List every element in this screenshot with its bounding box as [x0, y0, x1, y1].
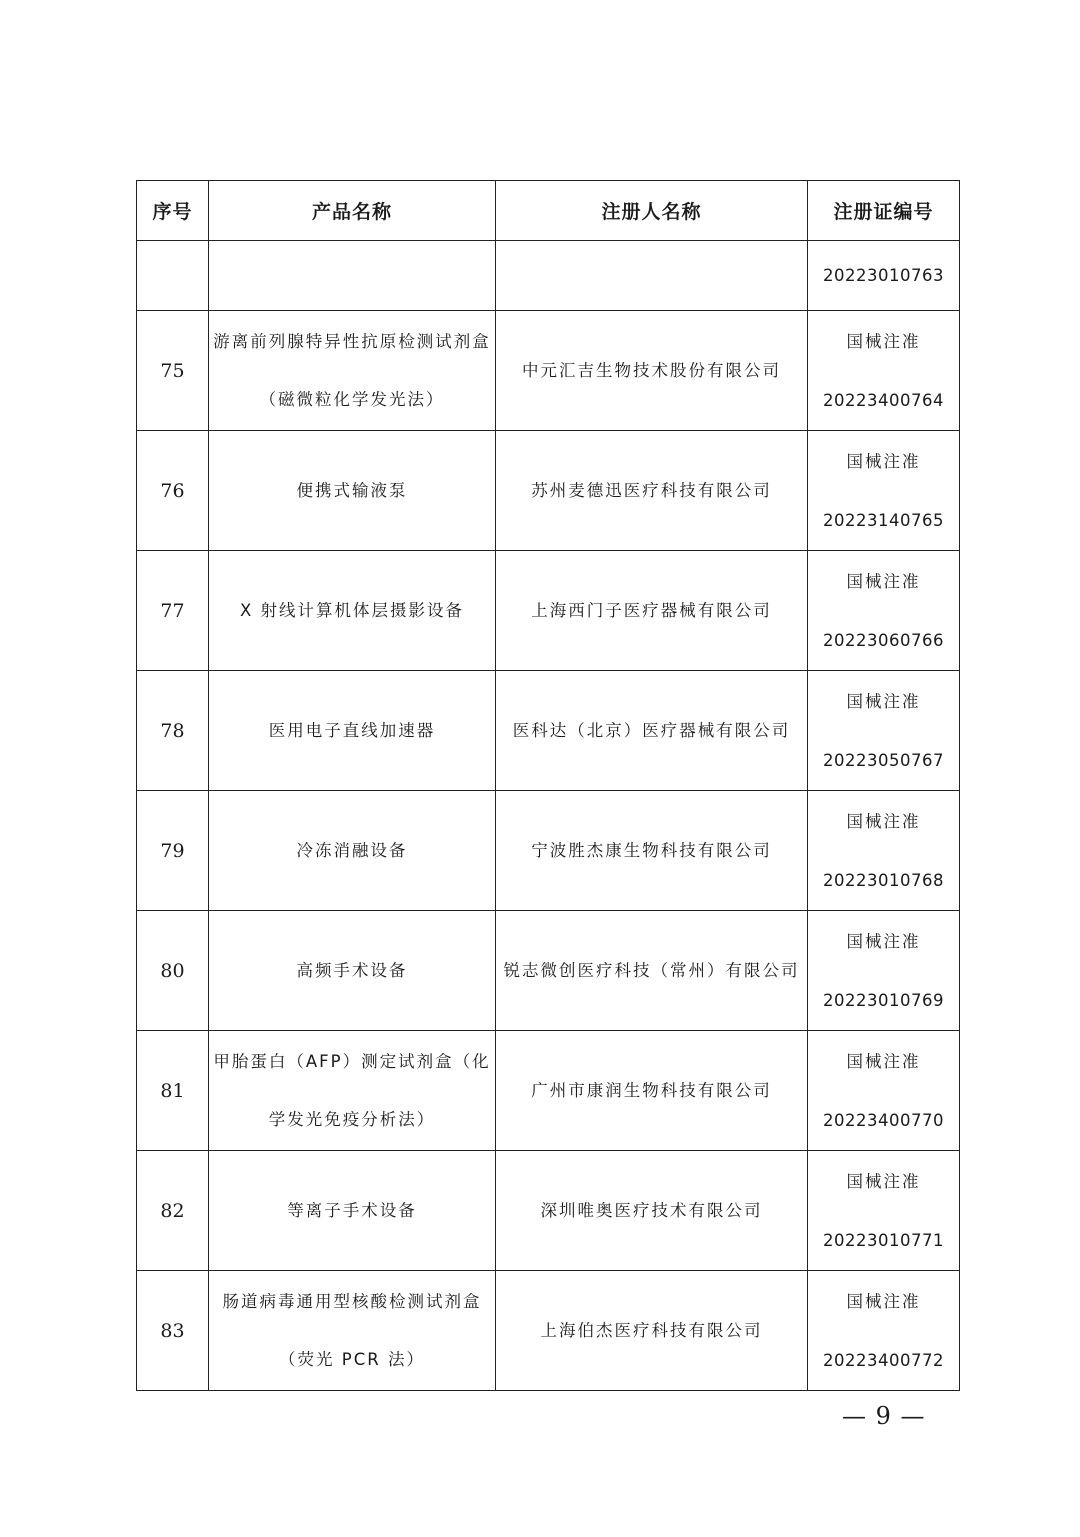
product-name-line: X 射线计算机体层摄影设备	[239, 600, 465, 620]
table-row	[137, 671, 960, 791]
cell-product-name	[209, 241, 496, 311]
cell-product-name	[209, 431, 496, 551]
cell-serial-number: 82	[137, 1151, 209, 1271]
cell-certificate-number	[808, 671, 960, 791]
cell-certificate-number	[808, 791, 960, 911]
cell-serial-number: 81	[137, 1031, 209, 1151]
header-certificate-number: 注册证编号	[808, 181, 960, 241]
cell-registrant-name: 上海西门子医疗器械有限公司	[496, 551, 808, 671]
cell-registrant-name: 宁波胜杰康生物科技有限公司	[496, 791, 808, 911]
product-name-line: 学发光免疫分析法）	[268, 1109, 436, 1129]
cell-serial-number: 75	[137, 311, 209, 431]
cell-product-name	[209, 791, 496, 911]
cell-serial-number: 79	[137, 791, 209, 911]
certificate-label: 国械注准	[846, 451, 921, 471]
certificate-number: 20223010768	[823, 870, 944, 890]
certificate-label: 国械注准	[846, 1171, 921, 1191]
certificate-number: 20223400764	[823, 390, 944, 410]
cell-product-name	[209, 671, 496, 791]
cell-certificate-number	[808, 1151, 960, 1271]
product-name-line: 游离前列腺特异性抗原检测试剂盒	[213, 331, 491, 351]
product-name-line: 冷冻消融设备	[296, 840, 408, 860]
cell-registrant-name: 锐志微创医疗科技（常州）有限公司	[496, 911, 808, 1031]
cell-serial-number: 76	[137, 431, 209, 551]
table-body	[137, 241, 960, 1391]
cell-product-name	[209, 1031, 496, 1151]
cell-product-name	[209, 551, 496, 671]
product-name-line: （磁微粒化学发光法）	[259, 389, 445, 409]
table-row	[137, 911, 960, 1031]
product-name-line: 等离子手术设备	[287, 1200, 417, 1220]
cell-certificate-number	[808, 241, 960, 311]
product-name-line: 高频手术设备	[296, 960, 408, 980]
cell-serial-number: 78	[137, 671, 209, 791]
certificate-label: 国械注准	[846, 1291, 921, 1311]
certificate-label: 国械注准	[846, 691, 921, 711]
certificate-label: 国械注准	[846, 331, 921, 351]
table-row	[137, 1031, 960, 1151]
cell-product-name	[209, 911, 496, 1031]
certificate-number: 20223010763	[823, 265, 944, 285]
product-name-line: 肠道病毒通用型核酸检测试剂盒	[222, 1291, 482, 1311]
cell-registrant-name: 上海伯杰医疗科技有限公司	[496, 1271, 808, 1391]
table-row	[137, 311, 960, 431]
certificate-number: 20223050767	[823, 750, 944, 770]
cell-serial-number: 77	[137, 551, 209, 671]
certificate-label: 国械注准	[846, 1051, 921, 1071]
cell-certificate-number	[808, 1271, 960, 1391]
cell-certificate-number	[808, 551, 960, 671]
table-row	[137, 431, 960, 551]
cell-product-name	[209, 1271, 496, 1391]
cell-serial-number	[137, 241, 209, 311]
certificate-label: 国械注准	[846, 931, 921, 951]
cell-product-name	[209, 311, 496, 431]
certificate-number: 20223140765	[823, 510, 944, 530]
cell-registrant-name	[496, 241, 808, 311]
product-name-line: 医用电子直线加速器	[268, 720, 436, 740]
certificate-label: 国械注准	[846, 571, 921, 591]
table-row	[137, 791, 960, 911]
table-row-continued	[137, 241, 960, 311]
cell-registrant-name: 医科达（北京）医疗器械有限公司	[496, 671, 808, 791]
cell-certificate-number	[808, 911, 960, 1031]
cell-serial-number: 80	[137, 911, 209, 1031]
table-header	[137, 181, 960, 241]
table-row	[137, 1151, 960, 1271]
cell-certificate-number	[808, 431, 960, 551]
product-name-line: 甲胎蛋白（AFP）测定试剂盒（化	[213, 1051, 491, 1071]
cell-registrant-name: 广州市康润生物科技有限公司	[496, 1031, 808, 1151]
header-serial-number: 序号	[137, 181, 209, 241]
table-row	[137, 1271, 960, 1391]
cell-certificate-number	[808, 311, 960, 431]
cell-registrant-name: 苏州麦德迅医疗科技有限公司	[496, 431, 808, 551]
header-product-name: 产品名称	[209, 181, 496, 241]
product-name-line: 便携式输液泵	[296, 480, 408, 500]
product-name-line: （荧光 PCR 法）	[279, 1349, 425, 1369]
cell-certificate-number	[808, 1031, 960, 1151]
certificate-number: 20223060766	[823, 630, 944, 650]
certificate-number: 20223400770	[823, 1110, 944, 1130]
header-registrant-name: 注册人名称	[496, 181, 808, 241]
page-number: — 9 —	[842, 1402, 926, 1430]
certificate-label: 国械注准	[846, 811, 921, 831]
cell-serial-number: 83	[137, 1271, 209, 1391]
table-row	[137, 551, 960, 671]
certificate-number: 20223010769	[823, 990, 944, 1010]
certificate-number: 20223010771	[823, 1230, 944, 1250]
cell-registrant-name: 深圳唯奥医疗技术有限公司	[496, 1151, 808, 1271]
certificate-number: 20223400772	[823, 1350, 944, 1370]
cell-product-name	[209, 1151, 496, 1271]
cell-registrant-name: 中元汇吉生物技术股份有限公司	[496, 311, 808, 431]
registration-table	[136, 180, 960, 1391]
